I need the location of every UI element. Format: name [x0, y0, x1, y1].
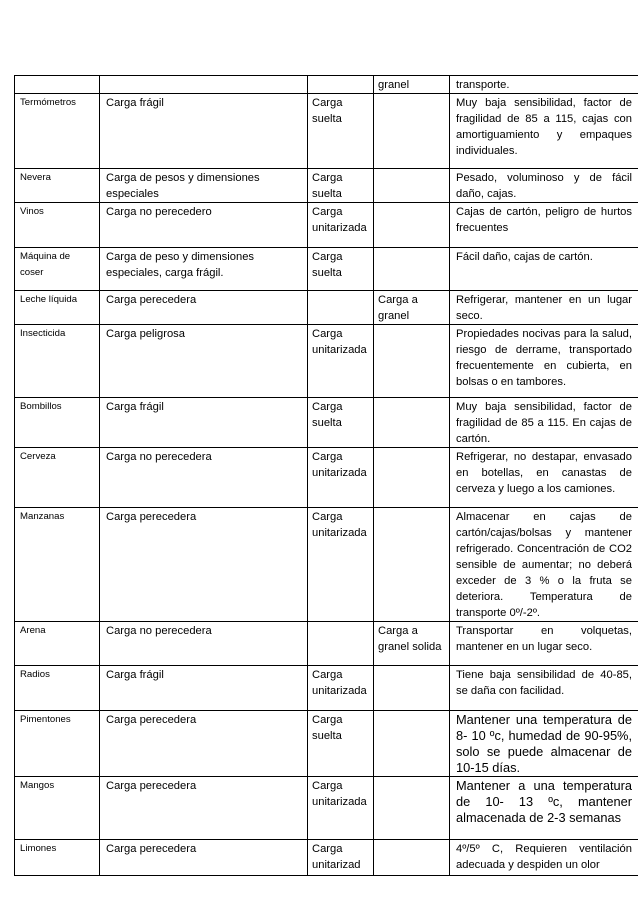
notes-cell: Refrigerar, no destapar, envasado en botellas, en canastas de cerveza y luego a los camiones. — [450, 448, 638, 508]
bulk-cell — [374, 448, 450, 508]
unitized-cell: Carga unitarizada — [308, 777, 374, 840]
bulk-cell — [374, 248, 450, 291]
product-cell: Insecticida — [15, 325, 100, 398]
product-cell: Pimentones — [15, 711, 100, 777]
table-row — [15, 94, 638, 169]
unitized-cell: Carga suelta — [308, 398, 374, 448]
table-row — [15, 398, 638, 448]
cargo-type-cell: Carga perecedera — [100, 291, 308, 325]
unitized-cell: Carga unitarizada — [308, 666, 374, 711]
table-row — [15, 203, 638, 248]
unitized-cell: Carga suelta — [308, 248, 374, 291]
bulk-cell — [374, 325, 450, 398]
table-row — [15, 325, 638, 398]
notes-cell: Mantener una temperatura de 8- 10 ºc, humedad de 90-95%, solo se puede almacenar de 10-15 días. — [450, 711, 638, 777]
product-cell: Termómetros — [15, 94, 100, 169]
product-cell: Limones — [15, 840, 100, 876]
cargo-type-cell: Carga perecedera — [100, 777, 308, 840]
notes-cell: Transportar en volquetas, mantener en un lugar seco. — [450, 622, 638, 666]
notes-cell: Fácil daño, cajas de cartón. — [450, 248, 638, 291]
bulk-cell — [374, 666, 450, 711]
unitized-cell: Carga unitarizada — [308, 325, 374, 398]
cargo-type-cell — [100, 76, 308, 94]
product-cell: Leche líquida — [15, 291, 100, 325]
product-cell: Radios — [15, 666, 100, 711]
unitized-cell: Carga suelta — [308, 94, 374, 169]
product-cell: Máquina de coser — [15, 248, 100, 291]
notes-cell: Propiedades nocivas para la salud, riesgo de derrame, transportado frecuentemente en cubierta, en bolsas o en tambores. — [450, 325, 638, 398]
table-row — [15, 248, 638, 291]
bulk-cell — [374, 777, 450, 840]
cargo-type-cell: Carga de pesos y dimensiones especiales — [100, 169, 308, 203]
bulk-cell — [374, 711, 450, 777]
unitized-cell: Carga suelta — [308, 169, 374, 203]
bulk-cell — [374, 508, 450, 622]
bulk-cell — [374, 840, 450, 876]
table-row — [15, 169, 638, 203]
bulk-cell: granel — [374, 76, 450, 94]
cargo-type-cell: Carga frágil — [100, 666, 308, 711]
bulk-cell: Carga a granel — [374, 291, 450, 325]
table-row — [15, 777, 638, 840]
product-cell: Bombillos — [15, 398, 100, 448]
unitized-cell: Carga unitarizada — [308, 203, 374, 248]
notes-cell: Mantener a una temperatura de 10- 13 ºc, mantener almacenada de 2-3 semanas — [450, 777, 638, 840]
cargo-type-cell: Carga perecedera — [100, 508, 308, 622]
table-row — [15, 508, 638, 622]
bulk-cell — [374, 203, 450, 248]
table-row — [15, 291, 638, 325]
table-row — [15, 840, 638, 876]
notes-cell: Cajas de cartón, peligro de hurtos frecuentes — [450, 203, 638, 248]
product-cell: Manzanas — [15, 508, 100, 622]
table-row — [15, 622, 638, 666]
bulk-cell — [374, 398, 450, 448]
notes-cell: Muy baja sensibilidad, factor de fragilidad de 85 a 115. En cajas de cartón. — [450, 398, 638, 448]
notes-cell: Pesado, voluminoso y de fácil daño, cajas. — [450, 169, 638, 203]
unitized-cell — [308, 291, 374, 325]
cargo-table — [14, 75, 638, 876]
cargo-type-cell: Carga no perecedera — [100, 622, 308, 666]
cargo-type-cell: Carga no perecedero — [100, 203, 308, 248]
bulk-cell — [374, 169, 450, 203]
product-cell: Vinos — [15, 203, 100, 248]
cargo-type-cell: Carga peligrosa — [100, 325, 308, 398]
cargo-type-cell: Carga frágil — [100, 94, 308, 169]
table-row — [15, 666, 638, 711]
notes-cell: Almacenar en cajas de cartón/cajas/bolsas y mantener refrigerado. Concentración de CO2 sensible de aumentar; no deberá exceder de 3 % o la fruta se deteriora. Temperatura de transporte 0º/-2º. — [450, 508, 638, 622]
unitized-cell — [308, 622, 374, 666]
bulk-cell — [374, 94, 450, 169]
notes-cell: Tiene baja sensibilidad de 40-85, se daña con facilidad. — [450, 666, 638, 711]
product-cell: Arena — [15, 622, 100, 666]
notes-cell: transporte. — [450, 76, 638, 94]
cargo-type-cell: Carga frágil — [100, 398, 308, 448]
unitized-cell: Carga suelta — [308, 711, 374, 777]
unitized-cell — [308, 76, 374, 94]
bulk-cell: Carga a granel solida — [374, 622, 450, 666]
notes-cell: Muy baja sensibilidad, factor de fragilidad de 85 a 115, cajas con amortiguamiento y empaques individuales. — [450, 94, 638, 169]
unitized-cell: Carga unitarizada — [308, 508, 374, 622]
table-row — [15, 76, 638, 94]
table-row — [15, 448, 638, 508]
unitized-cell: Carga unitarizad — [308, 840, 374, 876]
cargo-type-cell: Carga no perecedera — [100, 448, 308, 508]
cargo-type-cell: Carga perecedera — [100, 711, 308, 777]
product-cell: Cerveza — [15, 448, 100, 508]
cargo-type-cell: Carga perecedera — [100, 840, 308, 876]
notes-cell: 4º/5º C, Requieren ventilación adecuada y despiden un olor — [450, 840, 638, 876]
product-cell: Mangos — [15, 777, 100, 840]
product-cell — [15, 76, 100, 94]
table-row — [15, 711, 638, 777]
notes-cell: Refrigerar, mantener en un lugar seco. — [450, 291, 638, 325]
cargo-type-cell: Carga de peso y dimensiones especiales, carga frágil. — [100, 248, 308, 291]
unitized-cell: Carga unitarizada — [308, 448, 374, 508]
product-cell: Nevera — [15, 169, 100, 203]
